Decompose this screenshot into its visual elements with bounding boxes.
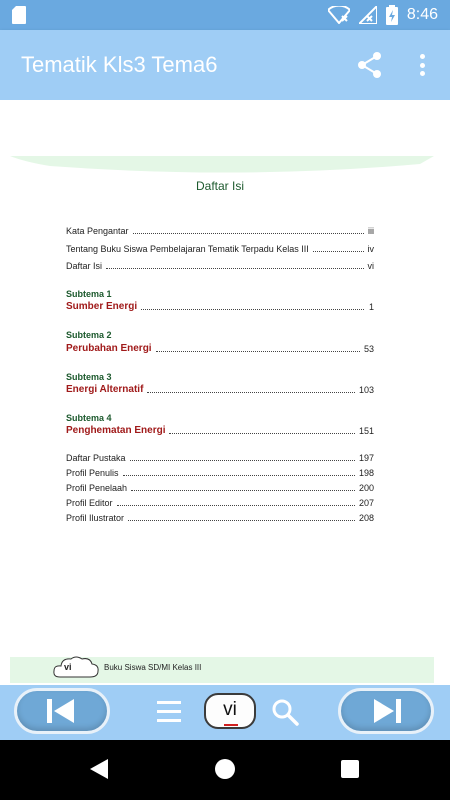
skip-previous-icon xyxy=(17,691,107,731)
subtema-label: Subtema 4 xyxy=(66,413,112,423)
subtema-label: Subtema 3 xyxy=(66,372,112,382)
status-bar xyxy=(0,0,450,30)
toc-row[interactable]: Daftar Isi vi xyxy=(66,261,374,271)
recents-icon[interactable] xyxy=(341,760,359,778)
share-icon[interactable] xyxy=(356,51,384,79)
toc-row-subtema[interactable]: Sumber Energi 1 xyxy=(66,301,374,312)
toc-row[interactable]: Profil Editor 207 xyxy=(66,498,374,508)
wifi-off-icon xyxy=(328,6,350,24)
previous-page-button[interactable] xyxy=(14,688,110,734)
book-page xyxy=(0,100,450,685)
skip-next-icon xyxy=(341,691,431,731)
current-page-indicator[interactable] xyxy=(204,693,256,729)
toc-row[interactable]: Profil Penulis 198 xyxy=(66,468,374,478)
toc-row[interactable]: Daftar Pustaka 197 xyxy=(66,453,374,463)
menu-icon[interactable] xyxy=(155,696,183,726)
toc-row[interactable]: Kata Pengantar iii xyxy=(66,226,374,236)
home-icon[interactable] xyxy=(215,759,235,779)
toc-row-subtema[interactable]: Energi Alternatif 103 xyxy=(66,384,374,395)
system-nav-bar xyxy=(0,740,450,800)
back-icon[interactable] xyxy=(88,758,110,780)
sd-card-icon xyxy=(12,6,26,24)
page-top-wave xyxy=(10,156,434,176)
subtema-label: Subtema 1 xyxy=(66,289,112,299)
app-bar xyxy=(0,30,450,100)
footer-book-title: Buku Siswa SD/MI Kelas III xyxy=(104,663,202,672)
subtema-label: Subtema 2 xyxy=(66,330,112,340)
battery-charging-icon xyxy=(386,5,398,25)
page-heading: Daftar Isi xyxy=(195,179,244,193)
cloud-icon xyxy=(52,655,100,679)
status-time: 8:46 xyxy=(406,6,438,23)
toc-row-subtema[interactable]: Perubahan Energi 53 xyxy=(66,343,374,354)
next-page-button[interactable] xyxy=(338,688,434,734)
toc-row[interactable]: Profil Ilustrator 208 xyxy=(66,513,374,523)
toc-row-subtema[interactable]: Penghematan Energi 151 xyxy=(66,425,374,436)
reader-toolbar xyxy=(0,685,450,740)
app-title: Tematik Kls3 Tema6 xyxy=(21,52,218,77)
search-icon[interactable] xyxy=(270,697,300,727)
footer-page-number: vi xyxy=(64,662,72,672)
toc-row[interactable]: Tentang Buku Siswa Pembelajaran Tematik Terpadu Kelas III iv xyxy=(66,244,374,254)
more-vert-icon[interactable] xyxy=(412,52,432,78)
toc-row[interactable]: Profil Penelaah 200 xyxy=(66,483,374,493)
current-page-number: vi xyxy=(223,699,237,720)
signal-off-icon xyxy=(359,6,377,24)
